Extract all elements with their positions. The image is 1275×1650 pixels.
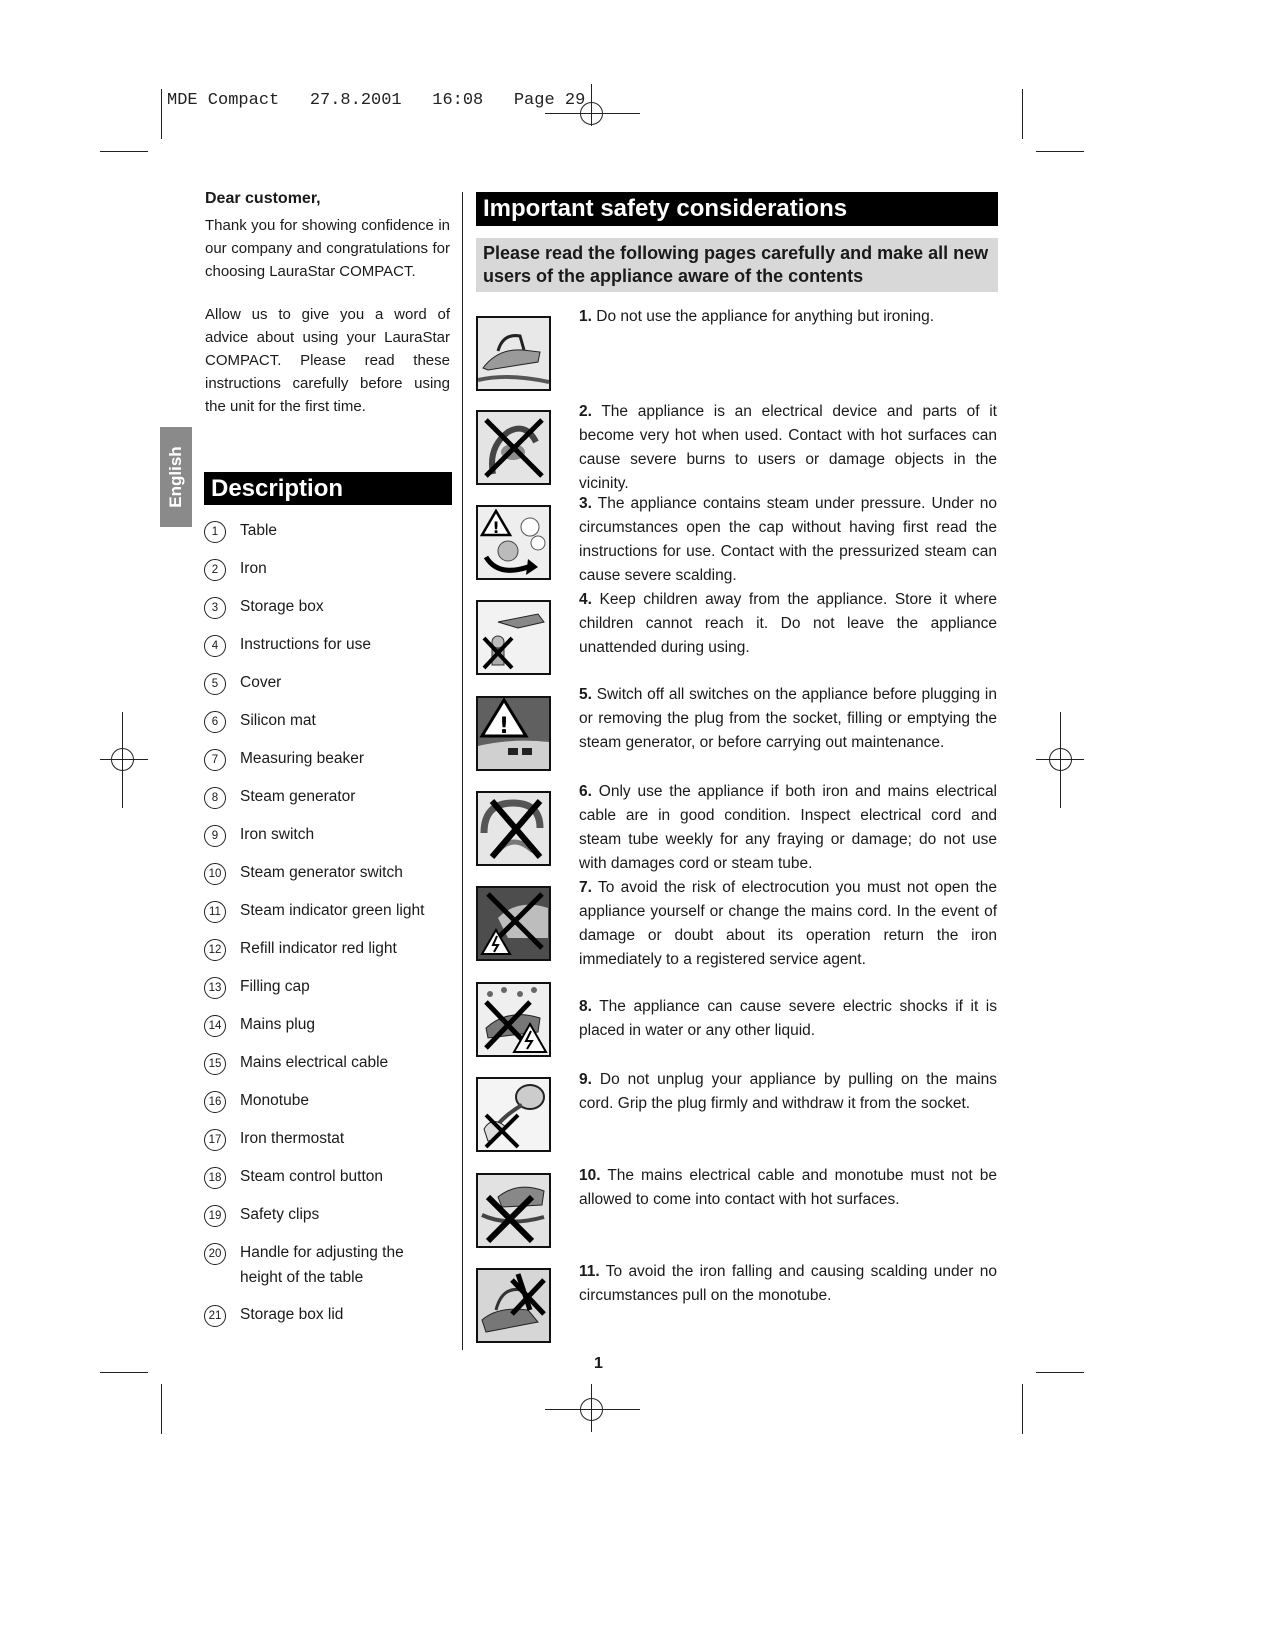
list-item: [204, 1204, 319, 1227]
safety-item-11: [579, 1260, 997, 1308]
switch-off-warning-icon: [476, 696, 551, 771]
safety-item-10: [579, 1164, 997, 1212]
safety-item-1: [579, 305, 997, 329]
column-divider: [462, 192, 463, 1350]
greeting-title: Dear customer,: [205, 190, 321, 207]
safety-item-text: Do not use the appliance for anything but ironing.: [596, 308, 935, 325]
safety-item-3: [579, 492, 997, 588]
safety-item-number: 1.: [579, 308, 592, 325]
list-item: [204, 1304, 343, 1327]
item-label: Safety clips: [240, 1206, 320, 1223]
list-item: [204, 1090, 309, 1113]
item-label: Mains plug: [240, 1016, 315, 1033]
safety-item-2: [579, 400, 997, 496]
list-item: [204, 1014, 315, 1037]
item-number: 21: [204, 1305, 226, 1327]
item-label: Iron switch: [240, 826, 315, 843]
item-number: 11: [204, 901, 226, 923]
list-item: [204, 1128, 344, 1151]
item-label: Measuring beaker: [240, 750, 365, 767]
item-label: Steam generator switch: [240, 864, 403, 881]
safety-item-number: 8.: [579, 998, 592, 1015]
item-number: 18: [204, 1167, 226, 1189]
item-number: 16: [204, 1091, 226, 1113]
item-number: 20: [204, 1243, 226, 1265]
safety-item-number: 2.: [579, 403, 592, 420]
description-heading: Description: [204, 472, 452, 505]
safety-item-text: To avoid the risk of electrocution you must not open the appliance yourself or change the mains cord. In the event of damage or doubt about its operation return the iron immediately to a registered service agent.: [579, 879, 998, 968]
item-label: Instructions for use: [240, 636, 371, 653]
item-number: 3: [204, 597, 226, 619]
item-label: Steam control button: [240, 1168, 384, 1185]
safety-item-number: 7.: [579, 879, 592, 896]
safety-item-text: The appliance can cause severe electric shocks if it is placed in water or any other liquid.: [579, 998, 998, 1039]
unplug-cord-prohibited-icon: [476, 1077, 551, 1152]
safety-item-5: [579, 683, 997, 755]
item-number: 4: [204, 635, 226, 657]
children-prohibited-icon: [476, 600, 551, 675]
item-number: 14: [204, 1015, 226, 1037]
safety-item-6: [579, 780, 997, 876]
item-label: Iron thermostat: [240, 1130, 345, 1147]
language-tab: [160, 427, 192, 527]
safety-item-9: [579, 1068, 997, 1116]
safety-item-text: Switch off all switches on the appliance before plugging in or removing the plug from the socket, filling or emptying the steam generator, or before carrying out maintenance.: [579, 686, 997, 751]
item-label: Steam indicator green light: [240, 902, 425, 919]
item-label: Table: [240, 522, 278, 539]
list-item: [204, 520, 277, 543]
list-item: [204, 672, 281, 695]
item-label: Mains electrical cable: [240, 1054, 389, 1071]
list-item: [204, 824, 314, 847]
greeting-paragraph-2: Allow us to give you a word of advice about using your LauraStar COMPACT. Please read these instructions carefully before using the unit for the first time.: [205, 306, 450, 415]
item-label: Storage box lid: [240, 1306, 344, 1323]
item-number: 12: [204, 939, 226, 961]
item-label: Iron: [240, 560, 267, 577]
list-item: [204, 976, 310, 999]
damaged-cord-prohibited-icon: [476, 791, 551, 866]
safety-heading: Important safety considerations: [476, 192, 998, 226]
item-number: 9: [204, 825, 226, 847]
svg-text:!: !: [492, 518, 500, 537]
item-number: 2: [204, 559, 226, 581]
item-number: 8: [204, 787, 226, 809]
list-item: [204, 1242, 434, 1290]
list-item: [204, 596, 324, 619]
safety-item-number: 10.: [579, 1167, 601, 1184]
item-label: Monotube: [240, 1092, 309, 1109]
item-number: 15: [204, 1053, 226, 1075]
cable-hot-surface-prohibited-icon: [476, 1173, 551, 1248]
electrocution-warning-icon: [476, 886, 551, 961]
safety-item-text: The appliance contains steam under pressure. Under no circumstances open the cap without having first read the instructions for use. Contact with the pressurized steam can cause severe scalding.: [579, 495, 997, 584]
list-item: [204, 634, 371, 657]
item-number: 6: [204, 711, 226, 733]
list-item: [204, 1052, 388, 1075]
safety-item-number: 6.: [579, 783, 592, 800]
safety-item-7: [579, 876, 997, 972]
steam-pressure-warning-icon: [476, 505, 551, 580]
safety-item-number: 4.: [579, 591, 592, 608]
item-number: 7: [204, 749, 226, 771]
list-item: [204, 748, 364, 771]
iron-icon: [476, 316, 551, 391]
hot-surface-prohibited-icon: [476, 410, 551, 485]
item-number: 1: [204, 521, 226, 543]
safety-item-text: Keep children away from the appliance. Store it where children cannot reach it. Do not leave the appliance unattended during using.: [579, 591, 997, 656]
item-label: Refill indicator red light: [240, 940, 397, 957]
item-number: 17: [204, 1129, 226, 1151]
item-label: Handle for adjusting the height of the table: [240, 1244, 404, 1286]
safety-item-number: 11.: [579, 1263, 600, 1280]
safety-item-text: The appliance is an electrical device and parts of it become very hot when used. Contact with hot surfaces can cause severe burns to users or damage objects in the vicinity.: [579, 403, 997, 492]
list-item: [204, 558, 267, 581]
safety-item-text: Only use the appliance if both iron and mains electrical cable are in good condition. Inspect electrical cord and steam tube weekly for any fraying or damage; do not use with damages cord or steam tube.: [579, 783, 998, 872]
list-item: [204, 786, 355, 809]
monotube-pull-prohibited-icon: [476, 1268, 551, 1343]
safety-item-number: 9.: [579, 1071, 592, 1088]
greeting-paragraph-1: Thank you for showing confidence in our company and congratulations for choosing LauraStar COMPACT.: [205, 217, 450, 280]
list-item: [204, 938, 397, 961]
safety-item-text: To avoid the iron falling and causing scalding under no circumstances pull on the monotube.: [579, 1263, 997, 1304]
water-prohibited-icon: [476, 982, 551, 1057]
list-item: [204, 710, 316, 733]
printer-slug: MDE Compact 27.8.2001 16:08 Page 29: [167, 91, 586, 110]
safety-item-8: [579, 995, 997, 1043]
item-label: Storage box: [240, 598, 324, 615]
item-label: Filling cap: [240, 978, 310, 995]
safety-item-number: 3.: [579, 495, 592, 512]
list-item: [204, 1166, 383, 1189]
safety-item-text: The mains electrical cable and monotube must not be allowed to come into contact with hot surfaces.: [579, 1167, 997, 1208]
list-item: [204, 862, 403, 885]
item-label: Silicon mat: [240, 712, 316, 729]
safety-subheading: Please read the following pages carefully and make all new users of the appliance aware of the contents: [476, 238, 998, 292]
safety-item-number: 5.: [579, 686, 592, 703]
item-number: 13: [204, 977, 226, 999]
page-number: 1: [594, 1355, 603, 1372]
item-number: 19: [204, 1205, 226, 1227]
item-number: 5: [204, 673, 226, 695]
svg-text:!: !: [498, 714, 510, 739]
item-label: Cover: [240, 674, 282, 691]
safety-item-4: [579, 588, 997, 660]
item-number: 10: [204, 863, 226, 885]
list-item: [204, 900, 424, 923]
safety-item-text: Do not unplug your appliance by pulling on the mains cord. Grip the plug firmly and withdraw it from the socket.: [579, 1071, 997, 1112]
item-label: Steam generator: [240, 788, 356, 805]
language-tab-label: English: [166, 446, 185, 508]
